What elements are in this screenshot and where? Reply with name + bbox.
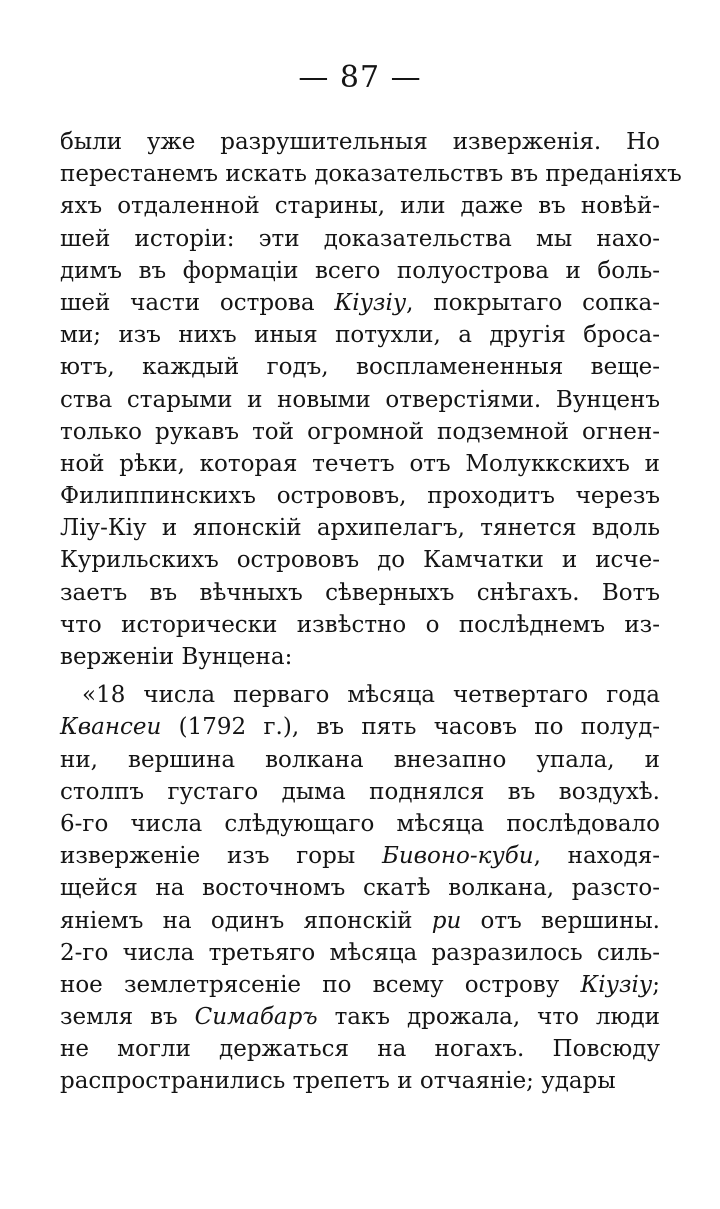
text-segment: 6-го числа слѣдующаго мѣсяца послѣдовало [60,810,660,837]
text-line [60,126,660,158]
italic-term: ри [431,907,462,934]
text-segment: 2-го числа третьяго мѣсяца разразилось силь- [60,939,660,966]
text-line [60,776,660,808]
italic-term: Кіузіу [580,971,653,998]
text-segment: щейся на восточномъ скатѣ волкана, разсто- [60,875,660,902]
text-line [60,840,660,872]
text-segment: изверженіе изъ горы [60,843,382,870]
text-segment: земля въ [60,1004,195,1031]
text-line [60,969,660,1001]
text-line [60,872,660,904]
italic-term: Симабаръ [194,1004,318,1031]
body-text [60,126,682,1098]
text-line [60,1065,660,1097]
text-line [60,1033,660,1065]
text-segment: заетъ въ вѣчныхъ сѣверныхъ снѣгахъ. Вотъ [60,579,660,606]
italic-term: Кіузіу [334,289,407,316]
text-segment: ства старыми и новыми отверстіями. Вунценъ [60,386,660,413]
text-segment: столпъ густаго дыма поднялся въ воздухѣ. [60,778,660,805]
text-segment: только рукавъ той огромной подземной огнен- [60,418,660,445]
text-segment: такъ дрожала, что люди [317,1004,660,1031]
text-line [60,223,660,255]
text-segment: были уже разрушительныя изверженія. Но [60,129,660,155]
text-segment: Филиппинскихъ острововъ, проходитъ черезъ [60,483,660,510]
text-segment: что исторически извѣстно о послѣднемъ из- [60,611,660,638]
text-segment: яніемъ на одинъ японскій [60,907,432,934]
text-line [60,808,660,840]
text-line [60,744,660,776]
text-line [60,287,660,319]
text-line [60,480,660,512]
text-segment: яхъ отдаленной старины, или даже въ новѣй- [60,193,660,220]
text-segment: димъ въ формаціи всего полуострова и боль- [60,257,660,284]
text-segment: ни, вершина волкана внезапно упала, и [60,746,660,773]
text-segment: верженіи Вунцена: [60,644,293,670]
text-segment: ; [652,971,660,998]
text-segment: шей части острова [60,289,335,316]
text-segment: перестанемъ искать доказательствъ въ преданіяхъ [60,161,682,188]
text-line [60,351,660,383]
page-number: — 87 — [298,60,422,95]
text-segment: ное землетрясеніе по всему острову [60,971,581,998]
text-line [60,905,660,937]
text-line [60,384,660,416]
paragraph [60,126,682,673]
text-segment: ной рѣки, которая течетъ отъ Молуккскихъ и [60,450,660,477]
text-segment: распространились трепетъ и отчаяніе; удары [60,1068,616,1095]
text-line [60,937,660,969]
text-segment: не могли держаться на ногахъ. Повсюду [60,1036,660,1063]
italic-term: Квансеи [60,714,162,741]
text-segment: Ліу-Кіу и японскій архипелагъ, тянется вдоль [60,515,660,542]
text-segment: , покрытаго сопка- [406,289,661,316]
paragraph [60,679,660,1097]
text-line [60,448,660,480]
text-line [60,1001,660,1033]
text-line [60,577,660,609]
text-segment: , находя- [533,843,660,870]
text-line [60,416,660,448]
text-line [60,190,660,222]
text-segment: ми; изъ нихъ иныя потухли, а другія броса- [60,322,660,349]
italic-term: Бивоно-куби [381,843,534,870]
text-line [60,641,660,673]
text-line [60,512,660,544]
text-line [60,255,660,287]
text-line [60,609,660,641]
text-segment: отъ вершины. [461,907,660,934]
text-line [60,544,660,576]
text-line [60,319,660,351]
text-segment: ютъ, каждый годъ, воспламененныя веще- [60,354,660,381]
text-segment: Курильскихъ острововъ до Камчатки и исче- [60,547,660,574]
text-line [60,711,660,743]
text-segment: «18 числа перваго мѣсяца четвертаго года [82,682,660,709]
text-line [60,679,660,711]
text-line [60,158,682,190]
text-segment: (1792 г.), въ пять часовъ по полуд- [161,714,660,741]
text-segment: шей исторіи: эти доказательства мы нахо- [60,225,660,252]
